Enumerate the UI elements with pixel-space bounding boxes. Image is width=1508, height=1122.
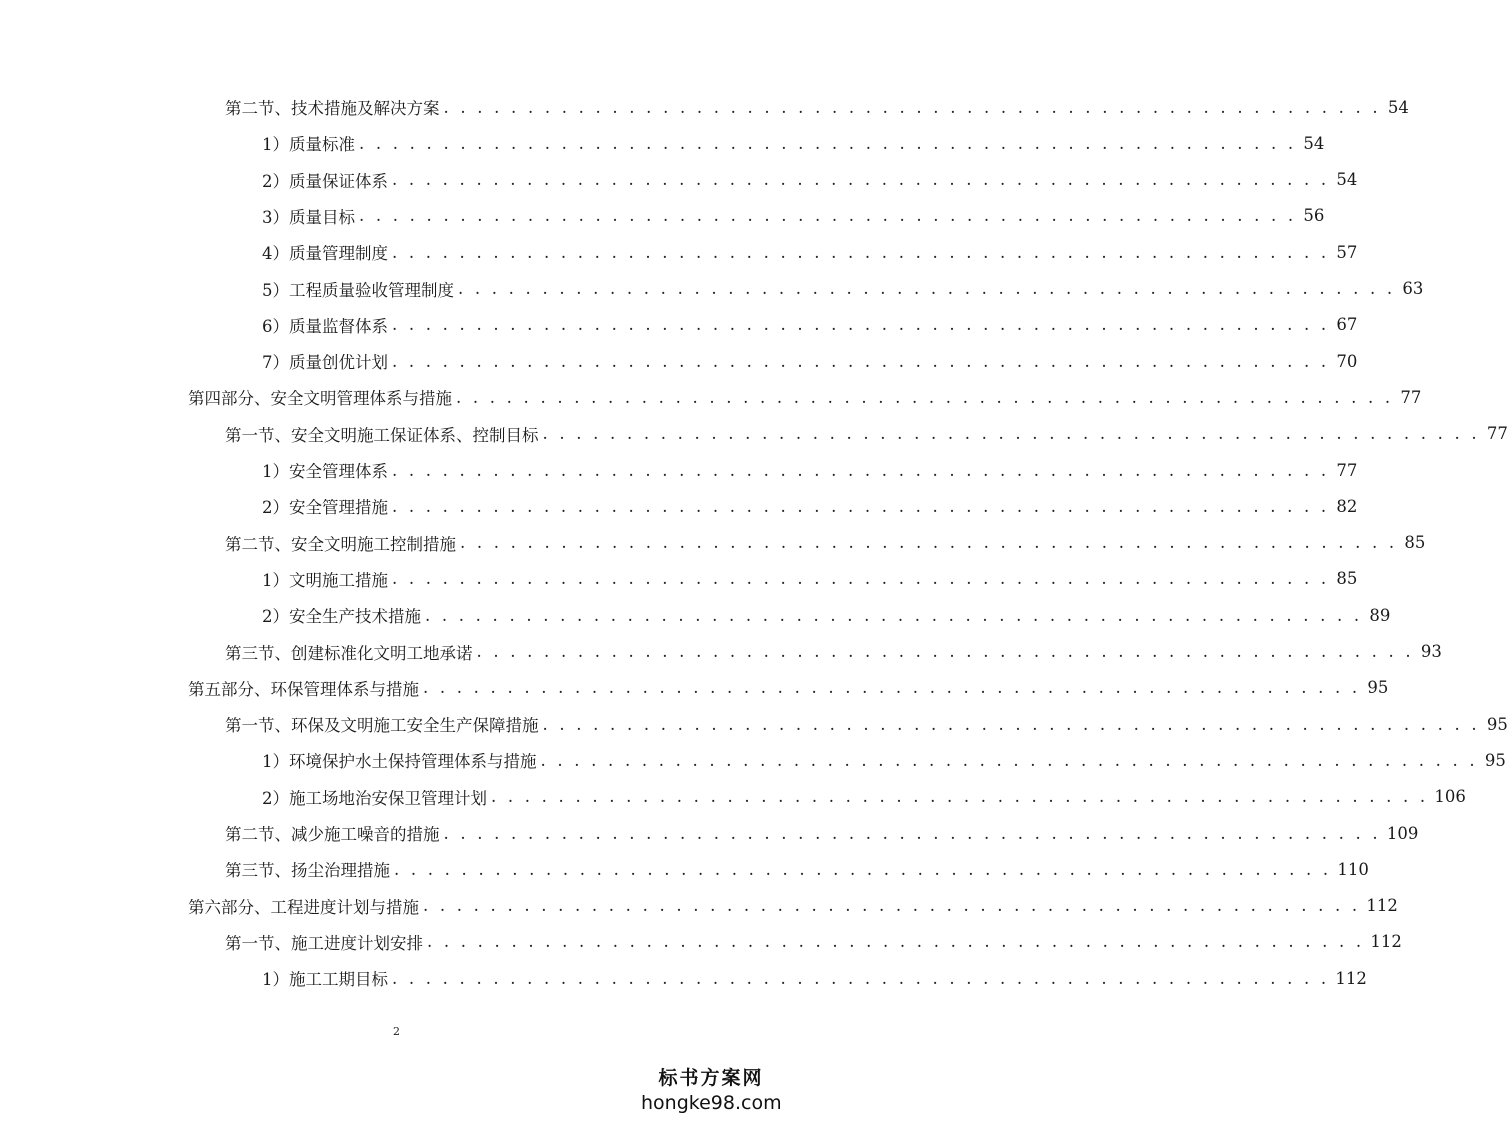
toc-entry-title: 第三节、创建标准化文明工地承诺 <box>225 643 473 663</box>
toc-entry[interactable] <box>262 234 1358 270</box>
toc-dot-leader: . . . . . . . . . . . . . . . . . . . . . . . . . . . . . . . . . . . . . . . . . . . . . . . . . . . . . . . . <box>392 351 1330 371</box>
toc-entry[interactable] <box>262 271 1424 307</box>
toc-entry[interactable] <box>225 89 1409 125</box>
toc-dot-leader: . . . . . . . . . . . . . . . . . . . . . . . . . . . . . . . . . . . . . . . . . . . . . . . . . . . . . . . . <box>542 714 1480 734</box>
toc-dot-leader: . . . . . . . . . . . . . . . . . . . . . . . . . . . . . . . . . . . . . . . . . . . . . . . . . . . . . . . . <box>427 932 1365 952</box>
toc-entry-title: 第四部分、安全文明管理体系与措施 <box>188 389 452 409</box>
toc-dot-leader: . . . . . . . . . . . . . . . . . . . . . . . . . . . . . . . . . . . . . . . . . . . . . . . . . . . . . . . . <box>423 678 1361 698</box>
toc-entry-page: 67 <box>1336 315 1358 335</box>
toc-entry-page: 54 <box>1336 170 1358 190</box>
toc-entry-page: 85 <box>1336 569 1358 589</box>
toc-entry-page: 82 <box>1336 496 1358 516</box>
toc-entry-page: 77 <box>1400 387 1422 407</box>
toc-dot-leader: . . . . . . . . . . . . . . . . . . . . . . . . . . . . . . . . . . . . . . . . . . . . . . . . . . . . . . . . <box>392 315 1330 335</box>
toc-entry-title: 1）质量标准 <box>262 135 355 155</box>
toc-dot-leader: . . . . . . . . . . . . . . . . . . . . . . . . . . . . . . . . . . . . . . . . . . . . . . . . . . . . . . . . <box>460 533 1398 553</box>
toc-entry-title: 2）安全管理措施 <box>262 498 388 518</box>
toc-entry-page: 112 <box>1366 896 1398 916</box>
toc-entry-title: 7）质量创优计划 <box>262 353 388 373</box>
toc-entry-page: 70 <box>1336 351 1358 371</box>
toc-entry-page: 57 <box>1336 242 1358 262</box>
toc-entry[interactable] <box>262 162 1358 198</box>
toc-entry-page: 95 <box>1367 678 1389 698</box>
toc-entry-page: 112 <box>1335 968 1367 988</box>
toc-entry-page: 54 <box>1387 97 1409 117</box>
toc-entry-page: 112 <box>1370 932 1402 952</box>
toc-dot-leader: . . . . . . . . . . . . . . . . . . . . . . . . . . . . . . . . . . . . . . . . . . . . . . . . . . . . . . . . <box>456 387 1394 407</box>
toc-entry-page: 56 <box>1303 206 1325 226</box>
toc-entry-title: 第二节、减少施工噪音的措施 <box>225 825 440 844</box>
toc-entry-title: 1）安全管理体系 <box>262 462 388 481</box>
toc-dot-leader: . . . . . . . . . . . . . . . . . . . . . . . . . . . . . . . . . . . . . . . . . . . . . . . . . . . . . . . . <box>458 279 1396 298</box>
toc-entry-title: 第二节、技术措施及解决方案 <box>225 99 440 118</box>
watermark-site-name: 标书方案网 <box>658 1067 764 1089</box>
toc-entry-title: 第一节、环保及文明施工安全生产保障措施 <box>225 716 539 736</box>
toc-entry[interactable] <box>262 779 1466 815</box>
toc-entry-title: 5）工程质量验收管理制度 <box>262 280 454 300</box>
toc-entry-page: 77 <box>1336 460 1358 480</box>
toc-entry[interactable] <box>188 888 1398 924</box>
toc-entry-page: 106 <box>1434 787 1466 807</box>
toc-entry-page: 77 <box>1486 424 1508 444</box>
toc-entry-title: 3）质量目标 <box>262 207 355 227</box>
page-number: 2 <box>393 1025 400 1038</box>
toc-entry-title: 4）质量管理制度 <box>262 244 388 264</box>
toc-entry[interactable] <box>225 634 1442 670</box>
toc-entry[interactable] <box>225 525 1426 561</box>
toc-dot-leader: . . . . . . . . . . . . . . . . . . . . . . . . . . . . . . . . . . . . . . . . . . . . . . . . . . . . . . . . <box>443 823 1381 843</box>
toc-entry-title: 2）施工场地治安保卫管理计划 <box>262 788 487 808</box>
toc-entry[interactable] <box>262 561 1358 597</box>
toc-dot-leader: . . . . . . . . . . . . . . . . . . . . . . . . . . . . . . . . . . . . . . . . . . . . . . . . . . . . . . . . <box>542 424 1480 444</box>
toc-entry-page: 54 <box>1303 133 1325 153</box>
toc-entry[interactable] <box>225 851 1369 887</box>
toc-entry[interactable] <box>262 125 1325 161</box>
toc-entry[interactable] <box>225 416 1508 452</box>
toc-entry-title: 6）质量监督体系 <box>262 316 388 336</box>
toc-dot-leader: . . . . . . . . . . . . . . . . . . . . . . . . . . . . . . . . . . . . . . . . . . . . . . . . . . . . . . . . <box>392 496 1330 516</box>
toc-entry[interactable] <box>225 924 1402 960</box>
toc-entry[interactable] <box>225 706 1508 742</box>
toc-entry-title: 2）质量保证体系 <box>262 171 388 191</box>
toc-dot-leader: . . . . . . . . . . . . . . . . . . . . . . . . . . . . . . . . . . . . . . . . . . . . . . . . . . . . . . . . <box>392 242 1330 262</box>
toc-entry-page: 93 <box>1420 642 1442 661</box>
toc-dot-leader: . . . . . . . . . . . . . . . . . . . . . . . . . . . . . . . . . . . . . . . . . . . . . . . . . . . . . . . . <box>425 605 1363 625</box>
toc-entry[interactable] <box>262 452 1358 488</box>
toc-dot-leader: . . . . . . . . . . . . . . . . . . . . . . . . . . . . . . . . . . . . . . . . . . . . . . . . . . . . . . . . <box>359 206 1297 226</box>
toc-entry-title: 第三节、扬尘治理措施 <box>225 861 390 881</box>
toc-entry-title: 1）环境保护水土保持管理体系与措施 <box>262 752 537 772</box>
toc-entry-title: 1）文明施工措施 <box>262 570 388 590</box>
toc-entry[interactable] <box>262 307 1358 343</box>
toc-dot-leader: . . . . . . . . . . . . . . . . . . . . . . . . . . . . . . . . . . . . . . . . . . . . . . . . . . . . . . . . <box>443 97 1381 117</box>
toc-entry-page: 63 <box>1402 279 1424 298</box>
toc-dot-leader: . . . . . . . . . . . . . . . . . . . . . . . . . . . . . . . . . . . . . . . . . . . . . . . . . . . . . . . . <box>423 896 1361 916</box>
toc-entry[interactable] <box>262 960 1367 996</box>
toc-dot-leader: . . . . . . . . . . . . . . . . . . . . . . . . . . . . . . . . . . . . . . . . . . . . . . . . . . . . . . . . <box>394 859 1332 879</box>
toc-entry-title: 第二节、安全文明施工控制措施 <box>225 534 456 554</box>
toc-entry[interactable] <box>262 198 1325 234</box>
toc-dot-leader: . . . . . . . . . . . . . . . . . . . . . . . . . . . . . . . . . . . . . . . . . . . . . . . . . . . . . . . . <box>491 787 1429 807</box>
toc-entry-page: 110 <box>1337 859 1369 879</box>
toc-entry-title: 第一节、施工进度计划安排 <box>225 933 423 953</box>
toc-entry[interactable] <box>188 670 1389 706</box>
toc-dot-leader: . . . . . . . . . . . . . . . . . . . . . . . . . . . . . . . . . . . . . . . . . . . . . . . . . . . . . . . . <box>359 133 1297 153</box>
toc-entry[interactable] <box>225 815 1419 851</box>
toc-entry-title: 2）安全生产技术措施 <box>262 607 421 627</box>
toc-entry-title: 第一节、安全文明施工保证体系、控制目标 <box>225 425 539 445</box>
toc-dot-leader: . . . . . . . . . . . . . . . . . . . . . . . . . . . . . . . . . . . . . . . . . . . . . . . . . . . . . . . . <box>392 569 1330 589</box>
toc-entry-page: 89 <box>1369 605 1391 625</box>
toc-entry[interactable] <box>262 742 1506 778</box>
toc-entry-page: 85 <box>1404 533 1426 553</box>
toc-entry[interactable] <box>262 343 1358 379</box>
toc-dot-leader: . . . . . . . . . . . . . . . . . . . . . . . . . . . . . . . . . . . . . . . . . . . . . . . . . . . . . . . . <box>392 170 1330 190</box>
watermark-logo <box>641 1063 781 1114</box>
toc-entry[interactable] <box>262 488 1358 524</box>
toc-entry-page: 95 <box>1484 750 1506 770</box>
toc-entry-title: 1）施工工期目标 <box>262 970 388 990</box>
toc-entry[interactable] <box>262 597 1391 633</box>
toc-dot-leader: . . . . . . . . . . . . . . . . . . . . . . . . . . . . . . . . . . . . . . . . . . . . . . . . . . . . . . . . <box>392 460 1330 480</box>
toc-dot-leader: . . . . . . . . . . . . . . . . . . . . . . . . . . . . . . . . . . . . . . . . . . . . . . . . . . . . . . . . <box>476 642 1414 661</box>
toc-entry-page: 109 <box>1386 823 1419 843</box>
toc-entry-page: 95 <box>1486 714 1508 734</box>
toc-dot-leader: . . . . . . . . . . . . . . . . . . . . . . . . . . . . . . . . . . . . . . . . . . . . . . . . . . . . . . . . <box>392 968 1330 988</box>
toc-dot-leader: . . . . . . . . . . . . . . . . . . . . . . . . . . . . . . . . . . . . . . . . . . . . . . . . . . . . . . . . <box>540 750 1478 770</box>
toc-entry[interactable] <box>188 379 1422 415</box>
toc-entry-title: 第六部分、工程进度计划与措施 <box>188 897 419 917</box>
toc-entry-title: 第五部分、环保管理体系与措施 <box>188 679 419 699</box>
watermark-url: hongke98.com <box>641 1092 782 1114</box>
